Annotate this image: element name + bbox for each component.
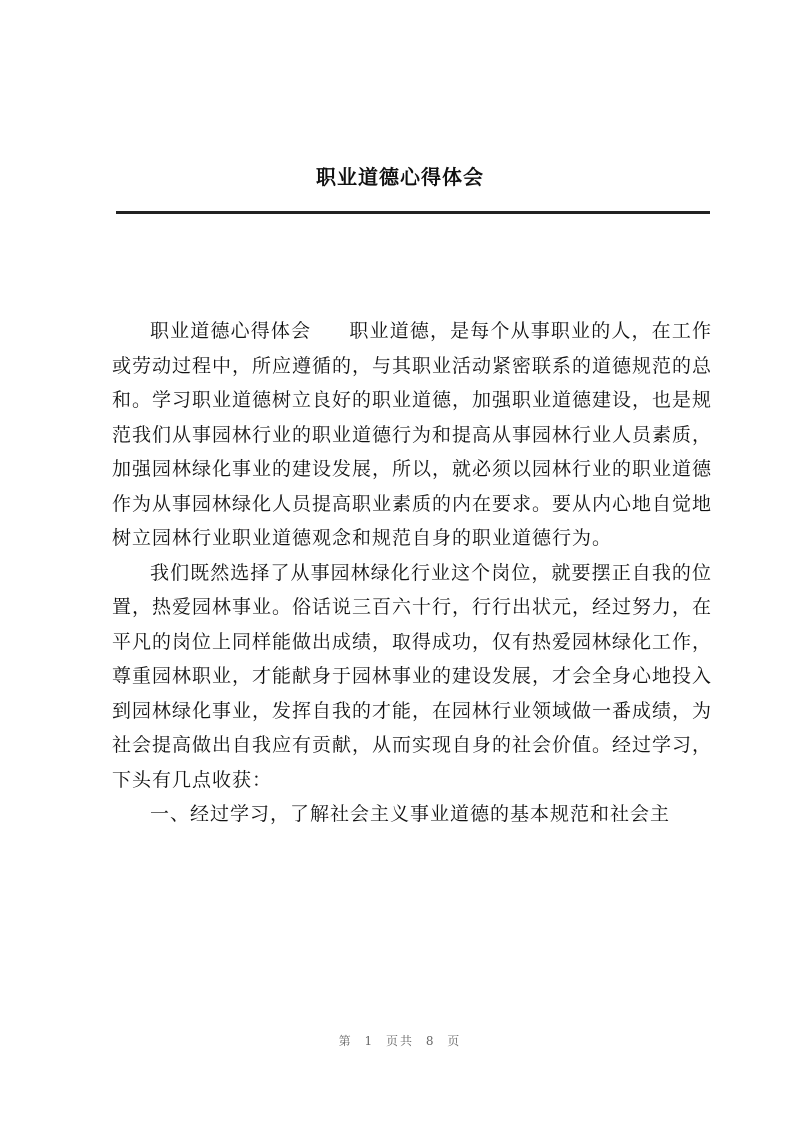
document-body <box>112 314 712 832</box>
paragraph-text: 一、经过学习，了解社会主义事业道德的基本规范和社会主 <box>150 803 671 825</box>
paragraph-text: 我们既然选择了从事园林绿化行业这个岗位，就要摆正自我的位置，热爱园林事业。俗话说三百六十行，行行出状元，经过努力，在平凡的岗位上同样能做出成绩，取得成功，仅有热爱园林绿化工作，尊重园林职业，才能献身于园林事业的建设发展，才会全身心地投入到园林绿化事业，发挥自我的才能，在园林行业领域做一番成绩，为社会提高做出自我应有贡献，从而实现自身的社会价值。经过学习，下头有几点收获： <box>112 561 713 791</box>
paragraph-lead: 职业道德心得体会 <box>150 320 312 342</box>
title-underline <box>116 211 710 214</box>
page-footer <box>0 1032 800 1049</box>
footer-page-number: 1 <box>364 1034 375 1048</box>
paragraph-2 <box>112 556 712 798</box>
paragraph-text: 职业道德，是每个从事职业的人，在工作或劳动过程中，所应遵循的，与其职业活动紧密联系的道德规范的总和。学习职业道德树立良好的职业道德，加强职业道德建设，也是规范我们从事园林行业的职业道德行为和提高从事园林行业人员素质，加强园林绿化事业的建设发展，所以，就必须以园林行业的职业道德作为从事园林绿化人员提高职业素质的内在要求。要从内心地自觉地树立园林行业职业道德观念和规范自身的职业道德行为。 <box>112 320 713 549</box>
footer-middle: 页共 <box>385 1034 414 1048</box>
paragraph-1 <box>112 314 712 556</box>
footer-prefix: 第 <box>338 1034 353 1048</box>
document-title: 职业道德心得体会 <box>316 165 484 189</box>
footer-suffix: 页 <box>447 1034 462 1048</box>
paragraph-3 <box>112 797 712 832</box>
footer-total-pages: 8 <box>425 1034 436 1048</box>
